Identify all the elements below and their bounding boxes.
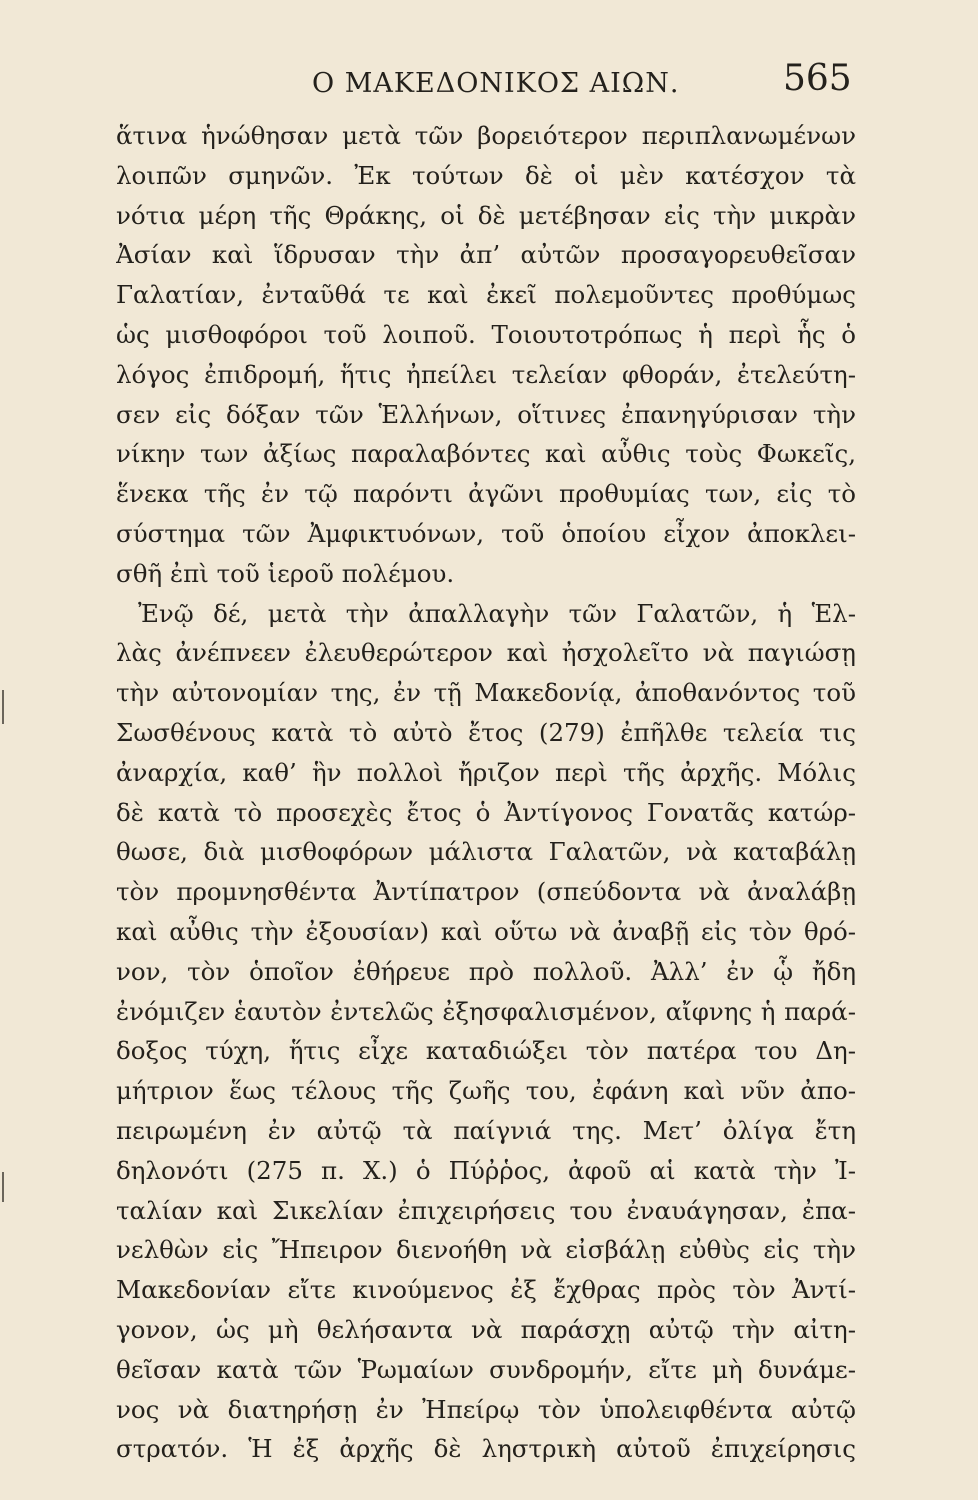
text-line: ἕνεκα τῆς ἐν τῷ παρόντι ἀγῶνι προθυμίας των, εἰς τὸ	[116, 479, 856, 509]
text-line: δοξος τύχη, ἥτις εἶχε καταδιώξει τὸν πατέρα του Δη-	[116, 1036, 856, 1066]
text-line: ὡς μισθοφόροι τοῦ λοιποῦ. Τοιουτοτρόπως ἡ περὶ ἧς ὁ	[116, 319, 856, 349]
margin-tick-mark	[2, 690, 4, 724]
text-line: λὰς ἀνέπνεεν ἐλευθερώτερον καὶ ἠσχολεῖτο νὰ παγιώσῃ	[116, 638, 856, 668]
running-title: Ο ΜΑΚΕΔΟΝΙΚΟΣ ΑΙΩΝ.	[312, 68, 680, 99]
text-line: Ἐνῷ δέ, μετὰ τὴν ἀπαλλαγὴν τῶν Γαλατῶν, ἡ Ἑλ-	[138, 598, 856, 628]
text-line: γονον, ὡς μὴ θελήσαντα νὰ παράσχῃ αὐτῷ τὴν αἰτη-	[116, 1314, 856, 1344]
text-line: τὸν προμνησθέντα Ἀντίπατρον (σπεύδοντα νὰ ἀναλάβῃ	[116, 877, 856, 907]
text-line: ταλίαν καὶ Σικελίαν ἐπιχειρήσεις του ἐναυάγησαν, ἐπα-	[116, 1195, 856, 1225]
text-line: ἀναρχία, καθ’ ἣν πολλοὶ ἤριζον περὶ τῆς ἀρχῆς. Μόλις	[116, 757, 856, 787]
text-line: θεῖσαν κατὰ τῶν Ῥωμαίων συνδρομήν, εἴτε μὴ δυνάμε-	[116, 1354, 856, 1384]
text-line: θωσε, διὰ μισθοφόρων μάλιστα Γαλατῶν, νὰ καταβάλῃ	[116, 837, 856, 867]
text-line: στρατόν. Ἡ ἐξ ἀρχῆς δὲ ληστρικὴ αὐτοῦ ἐπιχείρησις	[116, 1434, 856, 1464]
text-line: δηλονότι (275 π. Χ.) ὁ Πύῤῥος, ἀφοῦ αἱ κατὰ τὴν Ἰ-	[116, 1155, 856, 1185]
text-line: Γαλατίαν, ἐνταῦθά τε καὶ ἐκεῖ πολεμοῦντες προθύμως	[116, 280, 856, 310]
text-line: λόγος ἐπιδρομή, ἥτις ἠπείλει τελείαν φθοράν, ἐτελεύτη-	[116, 359, 856, 389]
text-line: νος νὰ διατηρήσῃ ἐν Ἠπείρῳ τὸν ὑπολειφθέντα αὐτῷ	[116, 1394, 856, 1424]
text-line: Σωσθένους κατὰ τὸ αὐτὸ ἔτος (279) ἐπῆλθε τελεία τις	[116, 717, 856, 747]
text-line: Μακεδονίαν εἴτε κινούμενος ἐξ ἔχθρας πρὸς τὸν Ἀντί-	[116, 1275, 856, 1305]
text-line: νελθὼν εἰς Ἤπειρον διενοήθη νὰ εἰσβάλῃ εὐθὺς εἰς τὴν	[116, 1235, 856, 1265]
text-line: πειρωμένη ἐν αὐτῷ τὰ παίγνιά της. Μετ’ ὀλίγα ἔτη	[116, 1115, 856, 1145]
page-number: 565	[783, 58, 852, 99]
text-line: ἐνόμιζεν ἑαυτὸν ἐντελῶς ἐξησφαλισμένον, αἴφνης ἡ παρά-	[116, 996, 856, 1026]
text-line: νότια μέρη τῆς Θράκης, οἱ δὲ μετέβησαν εἰς τὴν μικρὰν	[116, 200, 856, 230]
text-line: μήτριον ἕως τέλους τῆς ζωῆς του, ἐφάνη καὶ νῦν ἀπο-	[116, 1076, 856, 1106]
text-line: Ἀσίαν καὶ ἵδρυσαν τὴν ἀπ’ αὐτῶν προσαγορευθεῖσαν	[116, 240, 856, 270]
text-line: λοιπῶν σμηνῶν. Ἐκ τούτων δὲ οἱ μὲν κατέσχον τὰ	[116, 160, 856, 190]
text-line: σεν εἰς δόξαν τῶν Ἑλλήνων, οἵτινες ἐπανηγύρισαν τὴν	[116, 399, 856, 429]
margin-tick-mark	[2, 1172, 4, 1202]
text-line: τὴν αὐτονομίαν της, ἐν τῇ Μακεδονίᾳ, ἀποθανόντος τοῦ	[116, 678, 856, 708]
text-line: ἅτινα ἡνώθησαν μετὰ τῶν βορειότερον περιπλανωμένων	[116, 121, 856, 150]
page-header	[0, 58, 978, 108]
text-line: σθῆ ἐπὶ τοῦ ἱεροῦ πολέμου.	[116, 558, 455, 588]
text-line: δὲ κατὰ τὸ προσεχὲς ἔτος ὁ Ἀντίγονος Γονατᾶς κατώρ-	[116, 797, 856, 827]
text-line: καὶ αὖθις τὴν ἐξουσίαν) καὶ οὕτω νὰ ἀναβῇ εἰς τὸν θρό-	[116, 916, 856, 946]
body-text	[116, 116, 856, 1469]
text-line: νον, τὸν ὁποῖον ἐθήρευε πρὸ πολλοῦ. Ἀλλ’ ἐν ᾧ ἤδη	[116, 956, 856, 986]
text-line: σύστημα τῶν Ἀμφικτυόνων, τοῦ ὁποίου εἶχον ἀποκλει-	[116, 518, 856, 548]
text-line: νίκην των ἀξίως παραλαβόντες καὶ αὖθις τοὺς Φωκεῖς,	[116, 439, 856, 469]
